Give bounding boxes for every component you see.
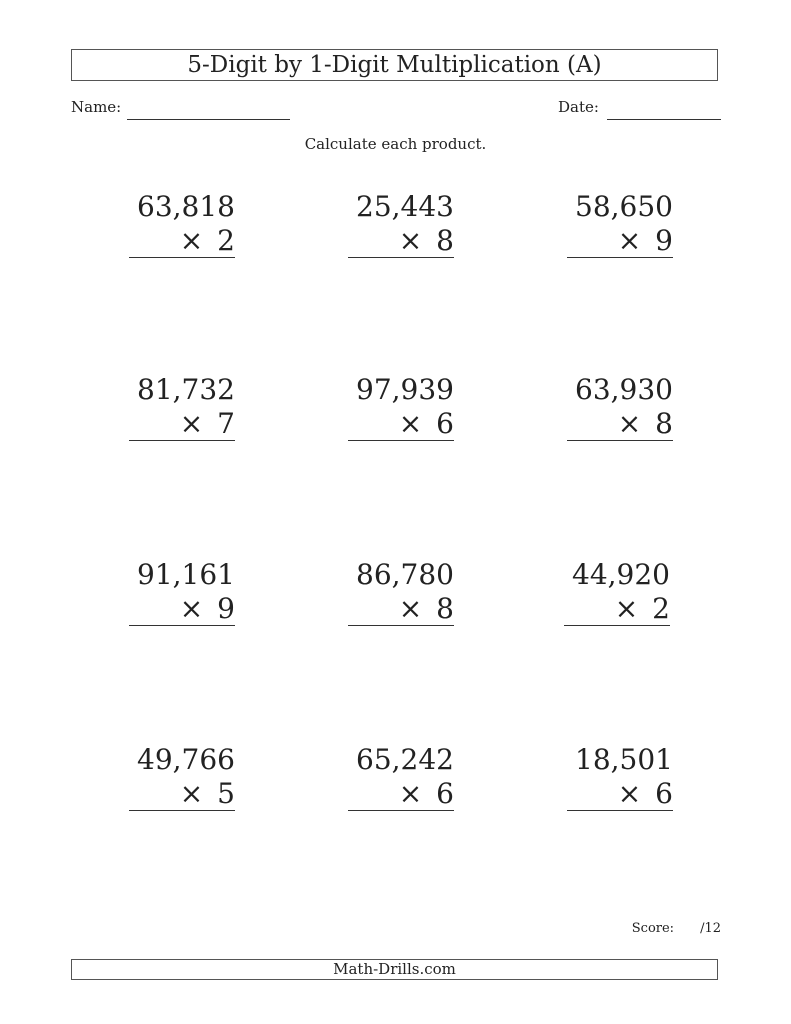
multiplier: 9 <box>655 224 673 257</box>
multiplier-row <box>129 777 235 811</box>
multiplicand: 49,766 <box>137 743 235 776</box>
multiplier-row <box>348 224 454 258</box>
multiplier: 6 <box>655 777 673 810</box>
times-sign: × <box>179 224 204 257</box>
times-sign: × <box>179 777 204 810</box>
multiplier-row <box>564 592 670 626</box>
multiplicand: 25,443 <box>356 190 454 223</box>
problem-card <box>348 558 454 626</box>
multiplicand: 44,920 <box>572 558 670 591</box>
times-sign: × <box>617 407 642 440</box>
multiplier: 2 <box>217 224 235 257</box>
multiplier-row <box>567 407 673 441</box>
problem-card <box>567 190 673 258</box>
multiplicand: 65,242 <box>356 743 454 776</box>
multiplicand: 97,939 <box>356 373 454 406</box>
multiplicand: 81,732 <box>137 373 235 406</box>
times-sign: × <box>398 407 423 440</box>
multiplier: 6 <box>436 777 454 810</box>
multiplier-row <box>129 407 235 441</box>
multiplier: 8 <box>436 224 454 257</box>
times-sign: × <box>179 592 204 625</box>
times-sign: × <box>179 407 204 440</box>
multiplier-row <box>348 592 454 626</box>
multiplier-row <box>129 224 235 258</box>
date-label: Date: <box>558 98 599 116</box>
footer-site-name: Math-Drills.com <box>71 959 718 980</box>
multiplier: 8 <box>655 407 673 440</box>
multiplier: 8 <box>436 592 454 625</box>
date-field-line[interactable] <box>607 119 721 120</box>
worksheet-title: 5-Digit by 1-Digit Multiplication (A) <box>71 49 718 81</box>
problem-card <box>348 190 454 258</box>
multiplicand: 63,930 <box>575 373 673 406</box>
problem-card <box>129 558 235 626</box>
score-total: /12 <box>700 921 721 936</box>
multiplier-row <box>129 592 235 626</box>
problem-card <box>129 373 235 441</box>
multiplier: 7 <box>217 407 235 440</box>
multiplier: 5 <box>217 777 235 810</box>
problem-card <box>129 743 235 811</box>
multiplier: 9 <box>217 592 235 625</box>
multiplicand: 58,650 <box>575 190 673 223</box>
times-sign: × <box>617 224 642 257</box>
times-sign: × <box>398 777 423 810</box>
multiplicand: 18,501 <box>575 743 673 776</box>
problem-card <box>129 190 235 258</box>
multiplicand: 63,818 <box>137 190 235 223</box>
instructions: Calculate each product. <box>304 135 487 153</box>
problem-card <box>567 373 673 441</box>
problem-card <box>564 558 670 626</box>
multiplier: 6 <box>436 407 454 440</box>
score-label: Score: <box>631 921 675 936</box>
multiplier-row <box>348 777 454 811</box>
times-sign: × <box>398 592 423 625</box>
problem-card <box>348 743 454 811</box>
name-label: Name: <box>71 98 122 116</box>
times-sign: × <box>614 592 639 625</box>
times-sign: × <box>617 777 642 810</box>
name-field-line[interactable] <box>127 119 290 120</box>
multiplicand: 91,161 <box>137 558 235 591</box>
problem-card <box>567 743 673 811</box>
multiplier-row <box>348 407 454 441</box>
multiplier-row <box>567 777 673 811</box>
score <box>632 920 721 938</box>
multiplier-row <box>567 224 673 258</box>
times-sign: × <box>398 224 423 257</box>
multiplier: 2 <box>652 592 670 625</box>
problem-card <box>348 373 454 441</box>
multiplicand: 86,780 <box>356 558 454 591</box>
